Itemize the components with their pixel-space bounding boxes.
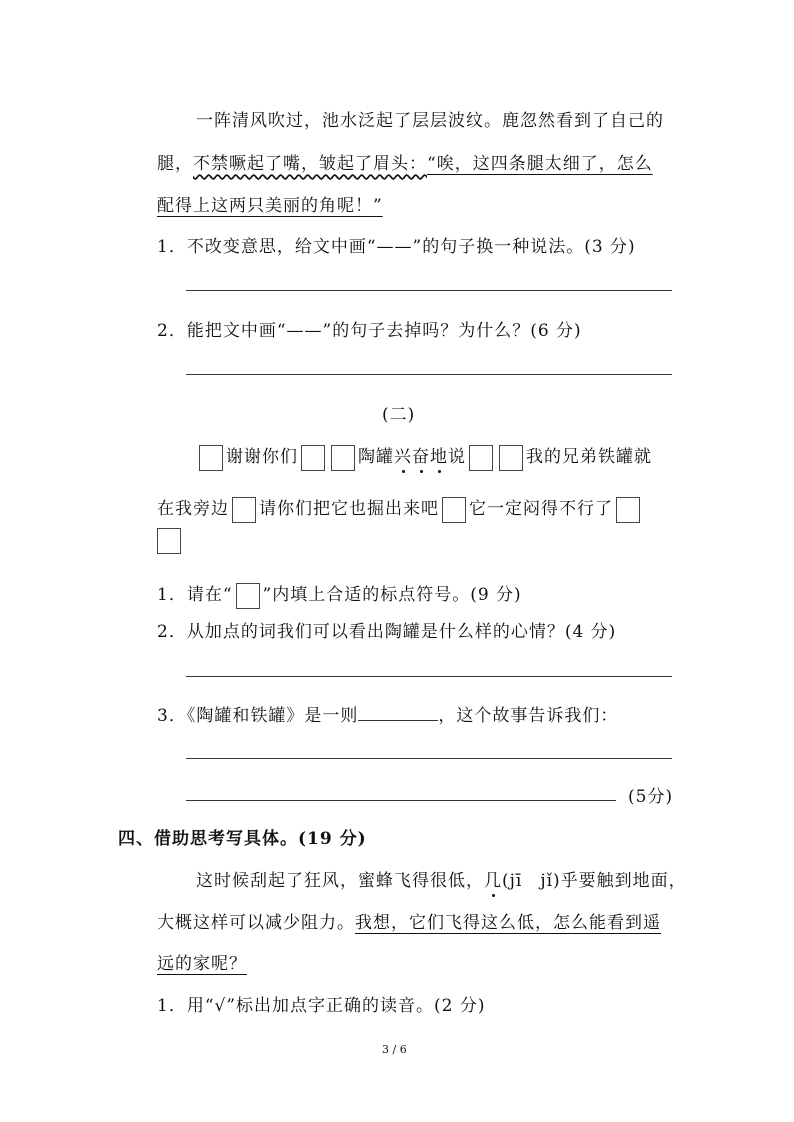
passage2-seg2b: 说	[448, 447, 466, 467]
passage1-wavy-sentence: 不禁噘起了嘴，皱起了眉头：	[193, 154, 427, 174]
passage2-seg4: 在我旁边	[157, 499, 229, 519]
answer-line-q5a[interactable]	[186, 758, 672, 759]
punct-box-3[interactable]	[331, 445, 355, 471]
question-5-score: (5分)	[628, 787, 674, 807]
passage1-line1: 一阵清风吹过，池水泛起了层层波纹。鹿忽然看到了自己的	[196, 111, 664, 131]
question-3-pre: 1．请在“	[157, 585, 233, 605]
question-5-pre: 3．《陶罐和铁罐》是一则	[157, 706, 359, 726]
punct-box-9[interactable]	[157, 528, 181, 554]
passage2-seg2a: 陶罐	[358, 447, 394, 467]
punct-box-9-wrap	[157, 528, 181, 554]
passage3-line1a: 这时候刮起了狂风，蜜蜂飞得很低，	[196, 871, 484, 891]
question-5-post: ，这个故事告诉我们：	[438, 706, 619, 726]
passage1-line2-plain: 腿，	[157, 154, 193, 174]
question-3	[157, 580, 522, 609]
answer-line-q1[interactable]	[186, 290, 672, 291]
punct-box-8[interactable]	[616, 497, 640, 523]
punct-box-6[interactable]	[232, 497, 256, 523]
question-3-post: ”内填上合适的标点符号。(9 分)	[262, 585, 522, 605]
dotted-char-2: 奋	[412, 447, 430, 467]
answer-line-q4[interactable]	[186, 676, 672, 677]
dotted-char-ji: 几	[484, 871, 502, 891]
passage3-line2a: 大概这样可以减少阻力。	[157, 913, 355, 933]
dotted-char-1: 兴	[394, 447, 412, 467]
passage1-line2	[157, 149, 653, 174]
pinyin-options[interactable]: (jī jǐ)	[502, 871, 561, 891]
page-number: 3 / 6	[382, 1043, 407, 1056]
punct-box-7[interactable]	[442, 497, 466, 523]
passage1-underlined-sentence-a: “唉，这四条腿太细了，怎么	[427, 154, 653, 174]
section-title-2: (二)	[382, 405, 416, 425]
passage2-line1	[196, 442, 652, 471]
punct-box-1[interactable]	[199, 445, 223, 471]
passage2-seg3: 我的兄弟铁罐就	[526, 447, 652, 467]
passage3-line1	[196, 866, 687, 891]
question-5	[157, 701, 618, 726]
question-6: 1．用“√”标出加点字正确的读音。(2 分)	[157, 996, 486, 1016]
question-2: 2．能把文中画“——”的句子去掉吗？为什么？(6 分)	[157, 321, 582, 341]
fill-blank-genre[interactable]	[358, 704, 438, 721]
punct-box-2[interactable]	[301, 445, 325, 471]
section-title-4: 四、借助思考写具体。(19 分)	[118, 829, 367, 849]
passage3-line1b: 乎要触到地面，	[560, 871, 687, 891]
passage3-line3: 远的家呢？	[157, 954, 247, 974]
passage3-underlined-a: 我想，它们飞得这么低，怎么能看到遥	[355, 913, 661, 933]
passage2-seg5: 请你们把它也掘出来吧	[259, 499, 439, 519]
punct-box-5[interactable]	[499, 445, 523, 471]
passage3-line2	[157, 908, 661, 933]
punct-box-4[interactable]	[469, 445, 493, 471]
answer-line-q2[interactable]	[186, 374, 672, 375]
passage2-seg1: 谢谢你们	[226, 447, 298, 467]
sample-box	[236, 583, 260, 609]
passage2-seg6: 它一定闷得不行了	[469, 499, 613, 519]
passage2-line2	[157, 494, 643, 523]
dotted-char-3: 地	[430, 447, 448, 467]
answer-line-q5b[interactable]	[186, 800, 616, 801]
passage1-line3: 配得上这两只美丽的角呢！”	[157, 196, 383, 216]
question-1: 1．不改变意思，给文中画“——”的句子换一种说法。(3 分)	[157, 237, 636, 257]
question-4: 2．从加点的词我们可以看出陶罐是什么样的心情？(4 分)	[157, 622, 617, 642]
